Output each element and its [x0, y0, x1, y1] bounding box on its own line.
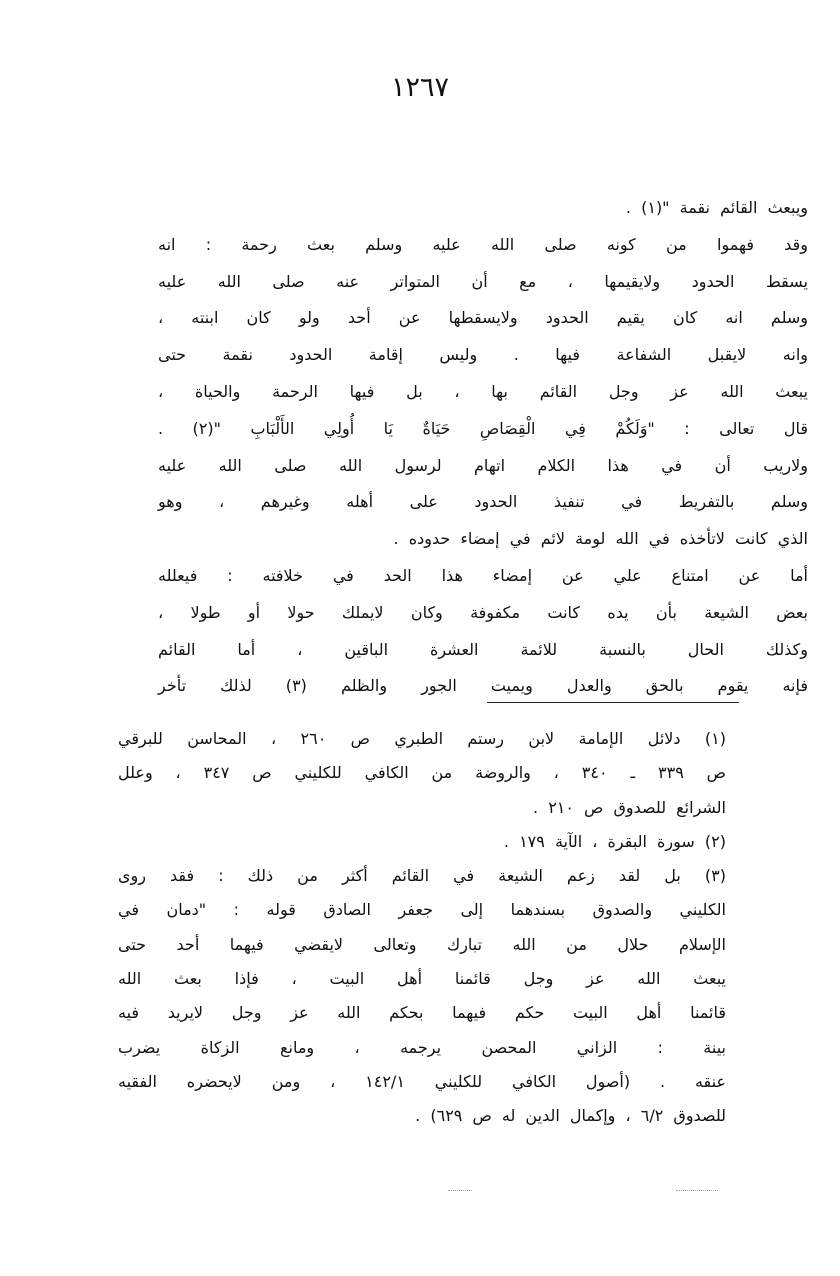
footnote-divider	[487, 702, 739, 703]
footnote-line: (٢) سورة البقرة ، الآية ١٧٩ .	[503, 831, 726, 851]
text-line: وقد فهموا من كونه صلى الله عليه وسلم بعث رحمة : انه	[158, 234, 808, 254]
text-line: وانه لايقبل الشفاعة فيها . وليس إقامة الحدود نقمة حتى	[158, 345, 808, 365]
page-number: ١٢٦٧	[390, 72, 449, 103]
footnote-line: (٣) بل لقد زعم الشيعة في القائم أكثر من ذلك : فقد روى	[118, 866, 726, 886]
footnote-line: الشرائع للصدوق ص ٢١٠ .	[533, 797, 726, 817]
footnote-line: الكليني والصدوق بسندهما إلى جعفر الصادق قوله : "دمان في	[118, 900, 726, 920]
text-line: أما عن امتناع علي عن إمضاء هذا الحد في خلافته : فيعلله	[158, 565, 808, 585]
text-line: ويبعث القائم نقمة "(١) .	[625, 198, 808, 217]
text-line: ولاريب أن في هذا الكلام اتهام لرسول الله صلى الله عليه	[158, 455, 808, 475]
scan-speck	[676, 1190, 718, 1193]
text-line: الذي كانت لاتأخذه في الله لومة لائم في إمضاء حدوده .	[393, 529, 808, 549]
main-text-block	[158, 190, 808, 705]
footnote-line: قائمنا أهل البيت حكم فيهما بحكم الله عز وجل لايريد فيه	[118, 1003, 726, 1023]
scan-speck	[448, 1190, 472, 1193]
quran-quote-line: قال تعالى : "وَلَكُمْ فِي الْقِصَاصِ حَيَاةٌ يَا أُولِي الأَلْبَابِ "(٢) .	[158, 418, 809, 438]
footnote-line: يبعث الله عز وجل قائمنا أهل البيت ، فإذا بعث الله	[118, 969, 726, 989]
footnote-line: ص ٣٣٩ ـ ٣٤٠ ، والروضة من الكافي للكليني ص ٣٤٧ ، وعلل	[118, 763, 727, 783]
text-line: وسلم بالتفريط في تنفيذ الحدود على أهله وغيرهم ، وهو	[158, 492, 808, 512]
text-line: يبعث الله عز وجل القائم بها ، بل فيها الرحمة والحياة ،	[158, 381, 808, 401]
footnote-line: بينة : الزاني المحصن يرجمه ، ومانع الزكاة يضرب	[118, 1037, 726, 1057]
text-line: يسقط الحدود ولايقيمها ، مع أن المتواتر عنه صلى الله عليه	[158, 271, 808, 291]
text-line: وكذلك الحال بالنسبة للائمة العشرة الباقين ، أما القائم	[158, 639, 808, 659]
footnote-line: الإسلام حلال من الله تبارك وتعالى لايقضي فيهما أحد حتى	[118, 934, 726, 954]
footnote-line: عنقه . (أصول الكافي للكليني ١٤٢/١ ، ومن لايحضره الفقيه	[118, 1071, 726, 1091]
text-line: وسلم انه كان يقيم الحدود ولايسقطها عن أحد ولو كان ابنته ،	[158, 308, 808, 328]
footnote-line: (١) دلائل الإمامة لابن رستم الطبري ص ٢٦٠ ، المحاسن للبرقي	[118, 729, 727, 748]
text-line: فإنه يقوم بالحق والعدل ويميت الجور والظلم (٣) لذلك تأخر	[158, 676, 809, 696]
footnote-line: للصدوق ٦/٢ ، وإكمال الدين له ص ٦٢٩) .	[415, 1106, 726, 1126]
text-line: بعض الشيعة بأن يده كانت مكفوفة وكان لايملك حولا أو طولا ،	[158, 602, 808, 622]
footnotes-block	[118, 722, 726, 1134]
